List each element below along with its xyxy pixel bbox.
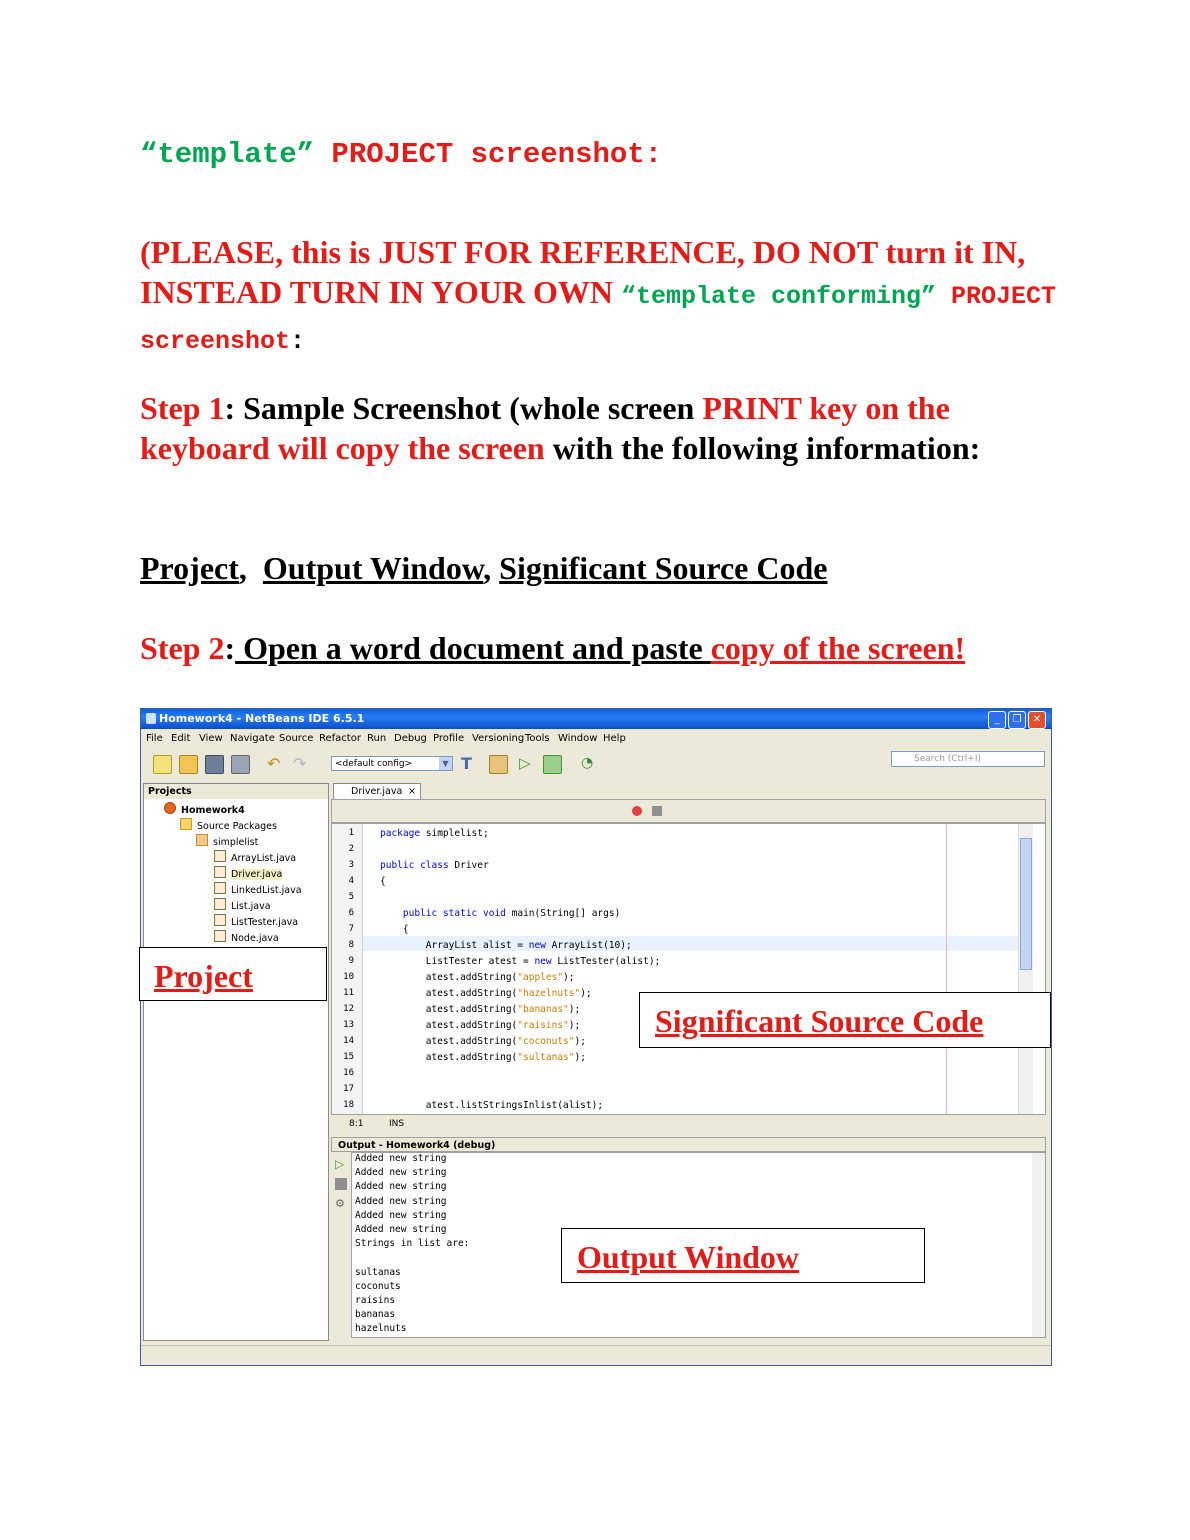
code-line: atest.addString("apples"); xyxy=(380,972,575,983)
tree-package[interactable]: simplelist xyxy=(196,834,258,848)
step2-colon: : xyxy=(224,630,236,666)
menu-edit[interactable]: Edit xyxy=(171,733,191,744)
output-header[interactable]: Output - Homework4 (debug) xyxy=(331,1137,1046,1152)
output-line: coconuts xyxy=(355,1280,401,1292)
stop-macro-icon[interactable] xyxy=(652,806,662,816)
open-project-icon[interactable] xyxy=(205,755,224,774)
output-line: Added new string xyxy=(355,1209,447,1221)
editor-scrollbar[interactable] xyxy=(1018,824,1033,1115)
line-number: 18 xyxy=(343,1100,354,1110)
step1-text1: : Sample Screenshot (whole screen xyxy=(224,390,703,426)
line-number: 14 xyxy=(343,1036,354,1046)
items-list xyxy=(140,548,1060,588)
menu-versioning[interactable]: Versioning xyxy=(472,733,525,744)
new-file-icon[interactable] xyxy=(153,755,172,774)
editor-panel xyxy=(331,783,1046,1135)
line-number: 2 xyxy=(348,844,354,854)
item-sep2: , xyxy=(483,550,500,586)
callout-source-code: Significant Source Code xyxy=(639,992,1051,1048)
netbeans-icon xyxy=(146,713,156,724)
menu-view[interactable]: View xyxy=(199,733,223,744)
ide-status-bar xyxy=(141,1345,1051,1366)
line-number: 4 xyxy=(348,876,354,886)
output-line: Added new string xyxy=(355,1153,447,1164)
code-line: package simplelist; xyxy=(380,828,489,839)
tree-source-packages[interactable]: Source Packages xyxy=(180,818,277,832)
heading xyxy=(140,138,1060,171)
restore-icon[interactable]: ❐ xyxy=(1008,711,1026,729)
settings-icon[interactable]: ⚙ xyxy=(335,1197,345,1210)
line-number: 7 xyxy=(348,924,354,934)
code-line: ListTester atest = new ListTester(alist); xyxy=(380,956,661,967)
output-line: raisins xyxy=(355,1295,396,1306)
code-line: atest.addString("coconuts"); xyxy=(380,1036,586,1047)
line-number: 3 xyxy=(348,860,354,870)
tree-file[interactable]: List.java xyxy=(214,898,271,912)
item-project: Project xyxy=(140,550,239,586)
step2-red: copy of the screen! xyxy=(710,630,966,666)
tree-file[interactable]: LinkedList.java xyxy=(214,882,302,896)
note-colon: : xyxy=(290,327,306,356)
clean-build-icon[interactable] xyxy=(489,755,508,774)
callout-output-window: Output Window xyxy=(561,1228,925,1283)
code-line: { xyxy=(380,924,409,935)
item-sep1: , xyxy=(238,550,263,586)
editor-tabs xyxy=(331,783,1046,799)
item-source: Significant Source Code xyxy=(499,550,828,586)
profile-icon[interactable]: ◔ xyxy=(581,755,594,771)
debug-icon[interactable] xyxy=(543,755,562,774)
output-line: Added new string xyxy=(355,1181,447,1193)
new-project-icon[interactable] xyxy=(179,755,198,774)
projects-header[interactable]: Projects xyxy=(144,784,328,799)
save-all-icon[interactable] xyxy=(231,755,250,774)
line-number: 17 xyxy=(343,1084,354,1094)
projects-panel xyxy=(143,783,329,1341)
window-title: Homework4 - NetBeans IDE 6.5.1 xyxy=(159,712,365,725)
code-editor[interactable] xyxy=(331,823,1046,1115)
line-number: 9 xyxy=(348,956,354,966)
step-2 xyxy=(140,628,1060,668)
menu-refactor[interactable]: Refactor xyxy=(319,733,361,744)
editor-status xyxy=(331,1117,1046,1133)
heading-template: “template” xyxy=(140,138,315,171)
step1-label: Step 1 xyxy=(140,390,225,426)
search-placeholder: Search (Ctrl+I) xyxy=(914,754,982,764)
output-line: Added new string xyxy=(355,1224,447,1235)
code-line: public static void main(String[] args) xyxy=(402,908,621,919)
step1-text2: with the following information: xyxy=(544,430,981,466)
window-titlebar xyxy=(141,709,1051,729)
heading-rest: PROJECT screenshot: xyxy=(314,138,663,171)
scroll-thumb[interactable] xyxy=(1020,838,1032,970)
code-line: atest.addString("sultanas"); xyxy=(380,1052,586,1063)
output-line: Strings in list are: xyxy=(355,1238,470,1250)
menu-source[interactable]: Source xyxy=(279,733,314,744)
close-tab-icon[interactable]: × xyxy=(408,786,416,797)
java-file-icon xyxy=(214,930,226,942)
code-line: { xyxy=(380,876,386,887)
output-line: bananas xyxy=(355,1309,396,1321)
tree-file[interactable]: Driver.java xyxy=(214,866,282,880)
rerun-icon[interactable]: ▷ xyxy=(335,1157,345,1171)
stop-icon[interactable] xyxy=(335,1178,347,1190)
config-value: <default config> xyxy=(335,759,413,769)
right-margin-line xyxy=(946,824,947,1115)
tree-file[interactable]: ArrayList.java xyxy=(214,850,296,864)
java-file-icon xyxy=(214,866,226,878)
item-output: Output Window xyxy=(262,550,484,586)
code-line: atest.listStringsInlist(alist); xyxy=(380,1100,604,1111)
config-select[interactable] xyxy=(331,756,453,771)
output-line: Added new string xyxy=(355,1167,447,1179)
menu-file[interactable]: File xyxy=(146,733,163,744)
java-file-icon xyxy=(214,882,226,894)
line-number: 15 xyxy=(343,1052,354,1062)
line-number: 11 xyxy=(343,988,354,998)
tree-project[interactable]: Homework4 xyxy=(164,802,245,816)
line-gutter xyxy=(332,824,363,1115)
java-file-icon xyxy=(214,898,226,910)
menu-help[interactable]: Help xyxy=(603,733,626,744)
code-line: ArrayList alist = new ArrayList(10); xyxy=(380,940,632,951)
cursor-position: 8:1 xyxy=(349,1119,364,1129)
minimize-icon[interactable]: _ xyxy=(988,711,1006,729)
menu-tools[interactable]: Tools xyxy=(525,733,550,744)
step1-red: PRINT key on the keyboard will copy the screen xyxy=(140,390,950,466)
step2-label: Step 2 xyxy=(140,630,225,666)
code-line: public class Driver xyxy=(380,860,489,871)
line-number: 16 xyxy=(343,1068,354,1078)
code-line: atest.addString("raisins"); xyxy=(380,1020,581,1031)
output-line: Added new string xyxy=(355,1195,447,1207)
build-hammer-icon[interactable]: T xyxy=(461,754,472,773)
menu-run[interactable]: Run xyxy=(367,733,387,744)
code-line: atest.addString("hazelnuts"); xyxy=(380,988,592,999)
output-line: hazelnuts xyxy=(355,1323,407,1335)
menu-window[interactable]: Window xyxy=(558,733,598,744)
output-scrollbar[interactable] xyxy=(1032,1153,1046,1338)
insert-mode: INS xyxy=(389,1119,405,1129)
java-file-icon xyxy=(214,850,226,862)
editor-toolbar xyxy=(331,799,1046,823)
line-number: 8 xyxy=(348,940,354,950)
code-line: atest.addString("bananas"); xyxy=(380,1004,581,1015)
line-number: 12 xyxy=(343,1004,354,1014)
search-input[interactable] xyxy=(891,751,1045,767)
line-number: 6 xyxy=(348,908,354,918)
step2-text: Open a word document and paste xyxy=(235,630,711,666)
chevron-down-icon[interactable]: ▼ xyxy=(439,757,452,770)
tree-file[interactable]: ListTester.java xyxy=(214,914,298,928)
line-number: 1 xyxy=(348,828,354,838)
callout-project: Project xyxy=(139,947,327,1001)
close-icon[interactable]: ✕ xyxy=(1028,711,1046,729)
menu-bar xyxy=(141,730,1051,748)
note-red-text: (PLEASE, this is JUST FOR REFERENCE, DO NOT turn it IN, INSTEAD TURN IN YOUR OWN xyxy=(140,234,1026,310)
step-1 xyxy=(140,388,1060,468)
note-red-mono: PROJECT screenshot xyxy=(140,282,1057,356)
note-green-mono: “template conforming” xyxy=(620,282,937,311)
tab-driver-java[interactable]: Driver.java × xyxy=(333,783,421,799)
redo-icon[interactable]: ↷ xyxy=(293,754,307,773)
line-number: 10 xyxy=(343,972,354,982)
run-icon[interactable]: ▷ xyxy=(519,754,531,772)
reference-note xyxy=(140,232,1060,362)
output-line: sultanas xyxy=(355,1266,401,1278)
line-number: 13 xyxy=(343,1020,354,1030)
package-icon xyxy=(196,834,208,846)
undo-icon[interactable]: ↶ xyxy=(267,754,281,773)
menu-navigate[interactable]: Navigate xyxy=(230,733,275,744)
line-number: 5 xyxy=(348,892,354,902)
project-icon xyxy=(164,802,176,814)
menu-profile[interactable]: Profile xyxy=(433,733,465,744)
folder-icon xyxy=(180,818,192,830)
java-file-icon xyxy=(214,914,226,926)
menu-debug[interactable]: Debug xyxy=(394,733,427,744)
record-macro-icon[interactable] xyxy=(632,806,642,816)
tree-file[interactable]: Node.java xyxy=(214,930,279,944)
